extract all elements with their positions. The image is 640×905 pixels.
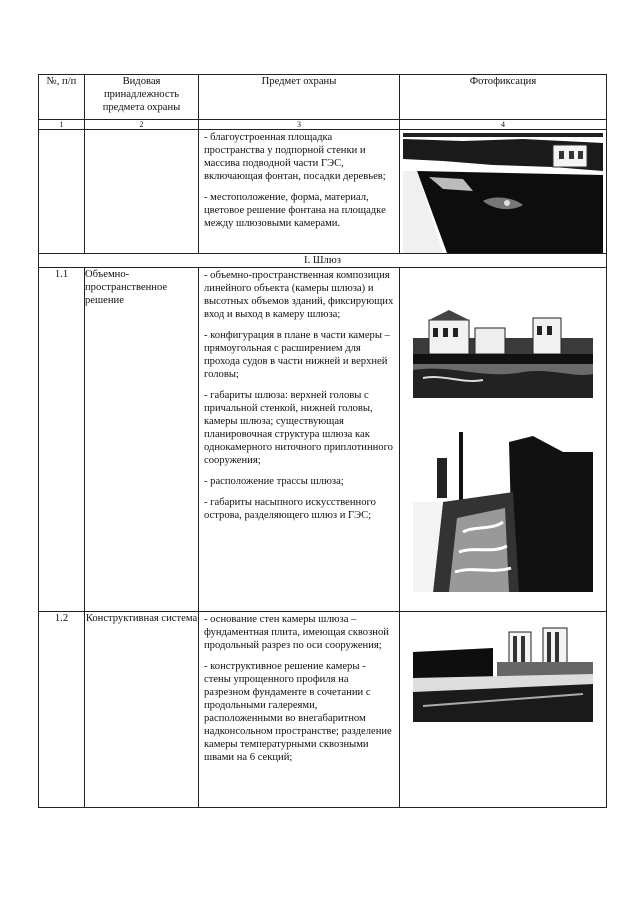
header-number: №, п/п [39,75,85,120]
continuation-number [39,130,85,254]
column-number-2: 2 [85,120,199,130]
subject-item: - благоустроенная площадка пространства у подпорной стенки и массива подводной части ГЭС, включающая фонтан, посадки деревьев; [204,132,386,182]
photo-lock-structure [413,622,593,722]
row-number: 1.1 [39,268,85,612]
row-subject [199,612,400,808]
continuation-photo-cell [400,130,607,254]
continuation-subject [199,130,400,254]
subject-item: - конструктивное решение камеры - стены упрощенного профиля на разрезном фундаменте в сочетании с продольными галереями, расположенными во внегабаритном надконсольном пространстве; разделение камеры температурными сквозными швами на 6 секций; [204,661,392,763]
continuation-row [39,130,607,254]
header-kind: Видовая принадлежность предмета охраны [85,75,199,120]
table-row [39,268,607,612]
column-number-1: 1 [39,120,85,130]
photo-lock-buildings [413,298,593,398]
subject-item: - расположение трассы шлюза; [204,476,344,487]
subject-item: - конфигурация в плане в части камеры – прямоугольная с расширением для прохода судов в части нижней и верхней головы; [204,330,390,380]
subject-item: - основание стен камеры шлюза – фундаментная плита, имеющая сквозной продольный разрез по оси сооружения; [204,614,389,651]
row-kind: Объемно-пространственное решение [85,268,199,612]
continuation-kind [85,130,199,254]
column-number-3: 3 [199,120,400,130]
subject-item: - объемно-пространственная композиция линейного объекта (камеры шлюза) и высотных объемов зданий, фиксирующих вход и выход в камеру шлюза; [204,270,394,320]
header-subject: Предмет охраны [199,75,400,120]
subject-item: - габариты насыпного искусственного острова, разделяющего шлюз и ГЭС; [204,497,376,521]
photo-fountain-area [403,131,603,253]
column-numbers-row [39,120,607,130]
section-title: I. Шлюз [39,254,607,268]
subject-item: - местоположение, форма, материал, цветовое решение фонтана на площадке между шлюзовыми камерами. [204,192,386,229]
row-kind: Конструктивная система [85,612,199,808]
section-row [39,254,607,268]
row-photo-cell [400,268,607,612]
row-number: 1.2 [39,612,85,808]
row-photo-cell [400,612,607,808]
row-subject [199,268,400,612]
header-photo: Фотофиксация [400,75,607,120]
photo-lock-chamber [413,422,593,592]
subject-item: - габариты шлюза: верхней головы с причальной стенкой, нижней головы, камеры шлюза; существующая планировочная структура шлюза как однокамерного ниточного приплотинного сооружения; [204,390,393,466]
protection-table [38,74,607,808]
column-number-4: 4 [400,120,607,130]
header-row [39,75,607,120]
table-row [39,612,607,808]
